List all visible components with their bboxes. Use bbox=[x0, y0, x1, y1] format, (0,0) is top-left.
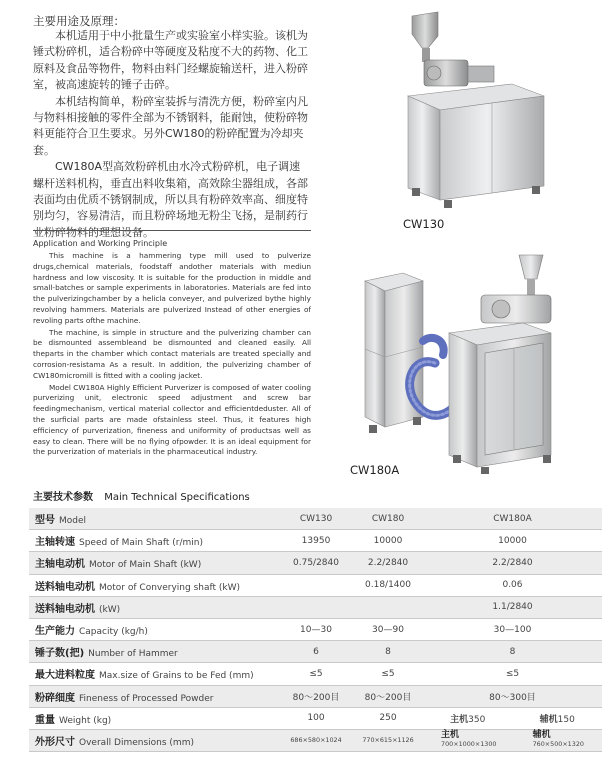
cell-cw180: 2.2/2840 bbox=[353, 552, 423, 574]
cw130-caption: CW130 bbox=[403, 217, 445, 231]
specs-title bbox=[33, 488, 250, 503]
cell-cw130: 13950 bbox=[279, 530, 353, 552]
row-label bbox=[29, 663, 279, 685]
aux-unit-value: 760×500×1320 bbox=[532, 740, 584, 749]
cell-cw180a bbox=[423, 729, 602, 751]
label-cn: 主轴电动机 bbox=[35, 559, 85, 571]
cell-cw180a: 10000 bbox=[423, 530, 602, 552]
main-unit-value: 350 bbox=[468, 714, 486, 725]
cell-cw130: 100 bbox=[279, 707, 353, 729]
row-label bbox=[29, 552, 279, 574]
cell-cw130: 686×580×1024 bbox=[279, 729, 353, 751]
main-unit-label: 主机 bbox=[450, 714, 469, 725]
cw130-machine-photo bbox=[394, 4, 546, 214]
label-en: Motor of Main Shaft (kW) bbox=[89, 560, 202, 571]
cell-cw180: 30—90 bbox=[353, 618, 423, 640]
specs-title-en: Main Technical Specifications bbox=[104, 492, 250, 503]
cw180a-dimension-split bbox=[423, 731, 602, 749]
cw180a-caption: CW180A bbox=[350, 463, 400, 477]
label-en: Capacity (kg/h) bbox=[79, 627, 148, 638]
table-row bbox=[29, 552, 602, 574]
row-label bbox=[29, 530, 279, 552]
cell-cw180: ≤5 bbox=[353, 663, 423, 685]
cell-cw130 bbox=[279, 596, 353, 618]
row-label bbox=[29, 707, 279, 729]
aux-unit-weight bbox=[540, 712, 575, 725]
cell-cw180a bbox=[423, 707, 602, 729]
label-en: Speed of Main Shaft (r/min) bbox=[79, 538, 204, 549]
label-cn: 粉碎细度 bbox=[35, 692, 75, 704]
cell-cw180a: 0.06 bbox=[423, 574, 602, 596]
en-description bbox=[33, 251, 311, 458]
table-row bbox=[29, 530, 602, 552]
cn-heading: 主要用途及原理： bbox=[33, 14, 125, 28]
label-en: Fineness of Processed Powder bbox=[79, 693, 214, 704]
aux-unit-dimensions bbox=[533, 731, 584, 749]
label-en: Number of Hammer bbox=[88, 649, 178, 660]
label-cn: 生产能力 bbox=[35, 626, 75, 638]
main-unit-dimensions bbox=[441, 731, 496, 749]
cell-cw180: 0.18/1400 bbox=[353, 574, 423, 596]
cell-cw130: 0.75/2840 bbox=[279, 552, 353, 574]
cell-cw130 bbox=[279, 574, 353, 596]
row-label bbox=[29, 596, 279, 618]
cn-paragraph-2: 本机结构简单，粉碎室装拆与清洗方便，粉碎室内凡与物料相接触的零件全部为不锈钢料，能耐蚀，使粉碎物料更能符合卫生要求。另外CW180的粉碎配置为冷却夹套。 bbox=[33, 94, 308, 157]
label-cn: 锤子数(把) bbox=[35, 648, 85, 660]
table-row bbox=[29, 574, 602, 596]
en-paragraph-2: The machine, is simple in structure and the pulverizing chamber can be dismounted assembleand be dismounted and cleaned easily. All theparts in the chamber which contact materials are treated specially and corrosion-resistama As a result. In addition, the pulverizing chamber of CW180micromill is fitted with a cooling jacket. bbox=[33, 327, 311, 380]
label-en: Max.size of Grains to be Fed (mm) bbox=[99, 671, 254, 682]
table-row bbox=[29, 618, 602, 640]
label-en: Weight (kg) bbox=[59, 715, 112, 726]
cell-cw180: 770×615×1126 bbox=[353, 729, 423, 751]
cw180a-weight-split bbox=[423, 712, 602, 725]
en-heading: Application and Working Principle bbox=[33, 239, 168, 248]
cell-cw180a: 2.2/2840 bbox=[423, 552, 602, 574]
cell-cw180a: 30—100 bbox=[423, 618, 602, 640]
main-unit-label: 主机 bbox=[441, 730, 460, 741]
cell-cw130: 6 bbox=[279, 641, 353, 663]
table-row bbox=[29, 663, 602, 685]
cell-cw180: 10000 bbox=[353, 530, 423, 552]
label-cn: 送料轴电动机 bbox=[35, 603, 95, 615]
cn-paragraph-3: CW180A型高效粉碎机由水冷式粉碎机，电子调速螺杆送料机构，垂直出料收集箱，高效除尘器组成，各部表面均由优质不锈钢制成，所以具有粉碎效率高、细度特别均匀，容易清洁，而且粉碎场地无粉尘飞扬，是制药行业粉碎物料的理想设备。 bbox=[33, 160, 308, 239]
row-label bbox=[29, 729, 279, 751]
label-cn: 最大进料粒度 bbox=[35, 670, 95, 682]
cell-cw180: 250 bbox=[353, 707, 423, 729]
specs-title-cn: 主要技术参数 bbox=[33, 492, 93, 503]
label-cn: 送料轴电动机 bbox=[35, 581, 95, 593]
cell-cw180a: ≤5 bbox=[423, 663, 602, 685]
main-unit-value: 700×1000×1300 bbox=[441, 740, 497, 749]
table-row bbox=[29, 685, 602, 707]
cell-cw130: 10—30 bbox=[279, 618, 353, 640]
aux-unit-label: 辅机 bbox=[539, 714, 558, 725]
row-label bbox=[29, 618, 279, 640]
cell-cw130: CW130 bbox=[279, 508, 353, 530]
cell-cw130: 80～200目 bbox=[279, 685, 353, 707]
row-label bbox=[29, 508, 279, 530]
en-paragraph-3: Model CW180A Highly Efficient Purverizer is composed of water cooling purverizing unit, electronic speed adjustment and screw bar feedingmechanism, vertical material collector and efficientdeduster. All of the surficial parts are made ofstainless steel. Thus, it features high efficiency of purverization, fineness and uniformity of productsas well as easy to clean. There will be no flying ofpowder. It is an ideal equipment for the purverization of materials in the pharmaceutical industry. bbox=[33, 382, 311, 457]
table-row bbox=[29, 729, 602, 751]
row-label bbox=[29, 685, 279, 707]
row-label bbox=[29, 574, 279, 596]
table-row bbox=[29, 641, 602, 663]
en-paragraph-1: This machine is a hammering type mill used to pulverize drugs,chemical materials, foodstaff andother materials with mediun hardness and low viscosity. It is suitable for the production in middle and small-batches or sample experiments in laboratories. Materials are fed into the pulverizingchamber by a helicla conveyer, and pulverized bythe highly revolving hammers. Materials are pulverized Instead of other energies of revoling parts ofthe machine. bbox=[33, 251, 311, 325]
table-row bbox=[29, 508, 602, 530]
cell-cw180a: 1.1/2840 bbox=[423, 596, 602, 618]
label-en: Motor of Converying shaft (kW) bbox=[99, 582, 241, 593]
table-row bbox=[29, 596, 602, 618]
row-label bbox=[29, 641, 279, 663]
cw180a-machine-photo bbox=[343, 245, 563, 475]
cell-cw180: CW180 bbox=[353, 508, 423, 530]
label-en: Overall Dimensions (mm) bbox=[79, 737, 194, 748]
cell-cw180 bbox=[353, 596, 423, 618]
cell-cw180a: CW180A bbox=[423, 508, 602, 530]
label-cn: 外形尺寸 bbox=[35, 736, 75, 748]
label-en: (kW) bbox=[99, 604, 121, 615]
cell-cw180a: 8 bbox=[423, 641, 602, 663]
aux-unit-value: 150 bbox=[557, 714, 575, 725]
main-unit-weight bbox=[450, 712, 485, 725]
cn-paragraph-1: 本机适用于中小批量生产或实验室小样实验。该机为锤式粉碎机，适合粉碎中等硬度及粘度不大的药物、化工原料及食品等物件，物料由料门经螺旋输送杆，进入粉碎室，被高速旋转的锤子击碎。 bbox=[33, 29, 308, 92]
label-cn: 主轴转速 bbox=[35, 537, 75, 549]
section-divider bbox=[33, 230, 311, 231]
cell-cw180: 8 bbox=[353, 641, 423, 663]
cn-description bbox=[33, 28, 311, 241]
label-cn: 重量 bbox=[35, 714, 55, 726]
cell-cw130: ≤5 bbox=[279, 663, 353, 685]
label-en: Model bbox=[59, 516, 87, 527]
specs-table bbox=[29, 508, 602, 752]
cell-cw180: 80～200目 bbox=[353, 685, 423, 707]
cell-cw180a: 80～300目 bbox=[423, 685, 602, 707]
label-cn: 型号 bbox=[35, 515, 55, 527]
table-row bbox=[29, 707, 602, 729]
aux-unit-label: 辅机 bbox=[532, 730, 551, 741]
